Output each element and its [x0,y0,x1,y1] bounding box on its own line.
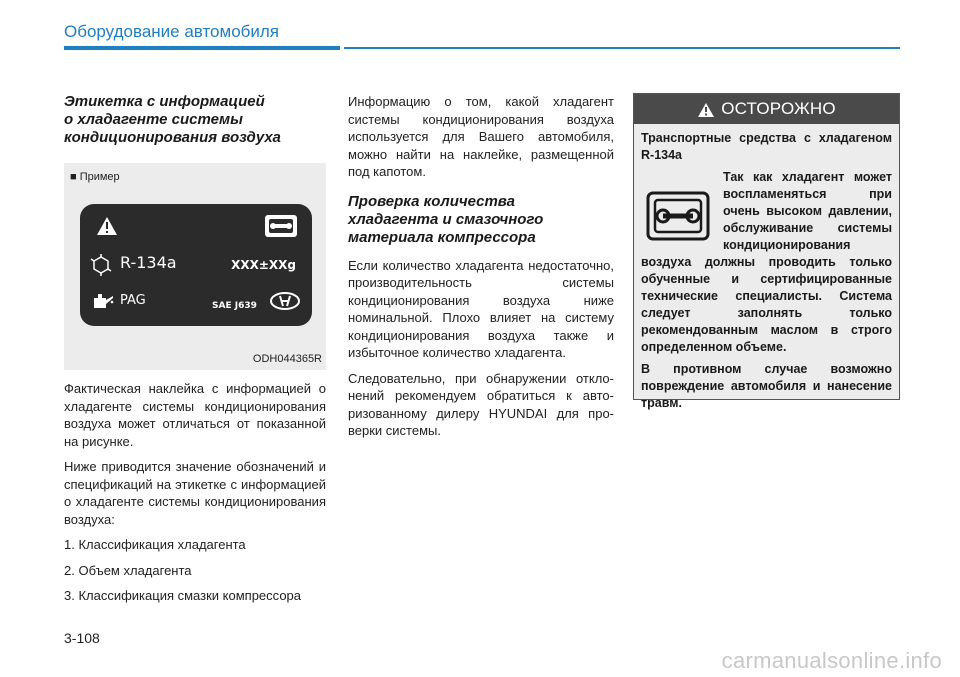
figure-caption: ■ Пример [70,171,120,183]
ac-service-icon [645,187,711,245]
page-number: 3-108 [64,630,100,646]
header-rule-thin [344,47,900,49]
header-rule-thick [64,46,340,50]
warning-triangle-icon [96,216,118,236]
figure-code: ODH044365R [252,352,322,365]
hyundai-logo-icon [270,292,300,310]
paragraph: Ниже приводится значение обозначений и спецификаций на этикетке с информацией о хладагенте системы кондиционирования воздуха: [64,459,326,527]
label-heading [64,93,326,147]
list-item: 3. Классификация смазки компрессора [64,588,302,603]
heading-line: хладагента и смазочного [348,210,544,228]
warning-header [634,94,899,124]
refrigerant-type: R-134a [120,253,177,272]
refrigerant-sticker [80,204,312,326]
oil-can-icon [90,290,114,310]
warning-title: ОСТОРОЖНО [721,99,836,118]
heading-line: о хладагенте системы [64,111,243,128]
warning-body [634,124,899,412]
service-manual-icon [264,214,298,238]
warning-paragraph: В противном случае возможно повреждение автомобиля и нанесение травм. [641,362,892,410]
warning-paragraph: Так как хладагент может воспламеняться при очень высоком давлении, обслуживание системы кондиционирования воздуха должны проводить только обученные и сертифицированные технические специалисты. Система следует заполнять только рекомендованным маслом в строго определенном объеме. [641,170,892,354]
paragraph: Следовательно, при обнаружении откло-нений рекомендуем обратиться к авто-ризованному дилеру HYUNDAI для про-верки системы. [348,370,614,438]
refrigerant-amount: XXX±XXg [231,258,296,272]
heading-line: кондиционирования воздуха [64,129,281,146]
sae-standard: SAE J639 [212,301,257,311]
watermark: carmanualsonline.info [721,648,942,673]
section-title: Оборудование автомобиля [64,22,280,41]
warning-icon [697,102,715,118]
warning-intro: Транспортные средства с хладагеном R-134a [641,131,892,162]
heading-line: материала компрессора [348,228,536,246]
oil-type: PAG [120,293,146,308]
list-item: 1. Классификация хладагента [64,537,246,552]
paragraph: Если количество хладагента недостаточно, производительность системы кондиционирования воздуха ниже номинальной. Плохо влияет на систему кондиционирования воздуха также и избыточное количество хладагента. [348,257,614,360]
heading-line: Проверка количества [348,192,516,210]
heading-line: Этикетка с информацией [64,93,265,110]
paragraph: Информацию о том, какой хладагент системы кондиционирования воздуха используется для Вашего автомобиля, можно найти на наклейке, размещенной под капотом. [348,94,614,179]
refrigerant-icon [90,254,112,276]
example-figure [64,163,326,370]
paragraph: Фактическая наклейка с информацией о хладагенте системы кондиционирования воздуха может отличаться от показанной на рисунке. [64,381,326,449]
middle-column [348,93,614,448]
list-item: 2. Объем хладагента [64,562,192,578]
check-heading [348,193,614,247]
warning-box [633,93,900,410]
left-column [64,93,326,613]
